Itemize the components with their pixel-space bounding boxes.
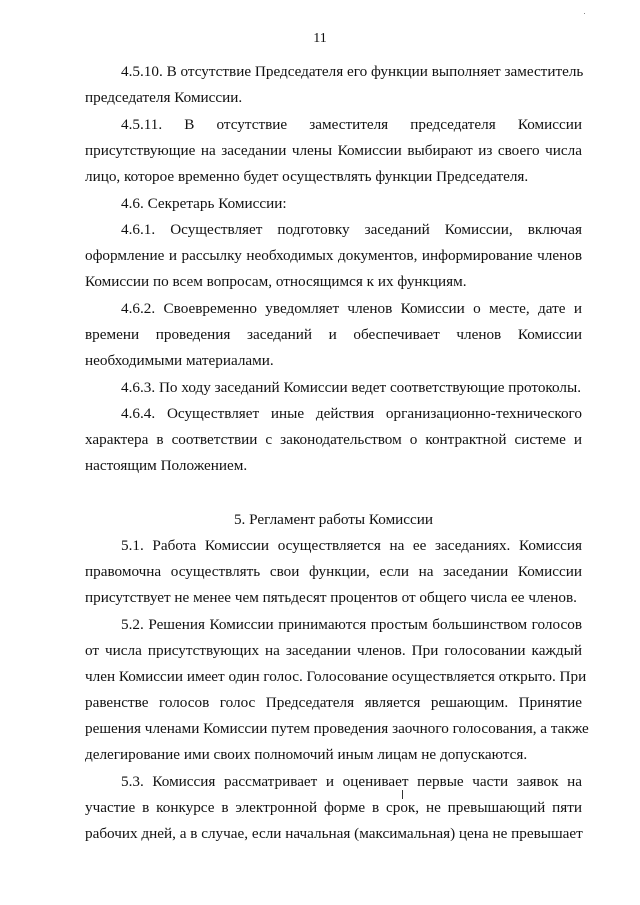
paragraph-5-2-line: член Комиссии имеет один голос. Голосование осуществляется открыто. При: [85, 668, 587, 685]
scan-mark: [402, 790, 403, 799]
section-5-heading: 5. Регламент работы Комиссии: [233, 511, 434, 528]
paragraph-4-5-11-line: присутствующие на заседании члены Комиссии выбирают из своего числа: [85, 142, 582, 159]
paragraph-5-2-line: от числа присутствующих на заседании членов. При голосовании каждый: [85, 642, 582, 659]
paragraph-5-1-line: присутствует не менее чем пятьдесят процентов от общего числа ее членов.: [85, 589, 577, 606]
paragraph-4-6-4-line: настоящим Положением.: [85, 457, 248, 474]
paragraph-4-6-4-line: 4.6.4. Осуществляет иные действия организационно-технического: [121, 405, 582, 422]
paragraph-5-2-line: делегирование ими своих полномочий иным лицам не допускаются.: [85, 746, 528, 763]
paragraph-4-6-1-line: оформление и рассылку необходимых документов, информирование членов: [85, 247, 582, 264]
paragraph-4-6-2-line: необходимыми материалами.: [85, 352, 274, 369]
page-number: 11: [313, 31, 327, 46]
paragraph-4-6-line: 4.6. Секретарь Комиссии:: [121, 195, 287, 212]
paragraph-5-2-line: решения членами Комиссии путем проведения заочного голосования, а также: [85, 720, 589, 737]
paragraph-5-3-line: участие в конкурсе в электронной форме в срок, не превышающий пяти: [85, 799, 582, 816]
paragraph-4-6-2-line: времени проведения заседаний и обеспечивает членов Комиссии: [85, 326, 582, 343]
paragraph-4-6-2-line: 4.6.2. Своевременно уведомляет членов Комиссии о месте, дате и: [121, 300, 582, 317]
paragraph-5-3-line: 5.3. Комиссия рассматривает и оценивает первые части заявок на: [121, 773, 582, 790]
paragraph-4-6-1-line: Комиссии по всем вопросам, относящимся к их функциям.: [85, 273, 467, 290]
paragraph-5-3-line: рабочих дней, а в случае, если начальная (максимальная) цена не превышает: [85, 825, 583, 842]
paragraph-5-2-line: равенстве голосов голос Председателя является решающим. Принятие: [85, 694, 582, 711]
paragraph-4-5-11-line: 4.5.11. В отсутствие заместителя председателя Комиссии: [121, 116, 582, 133]
paragraph-4-6-4-line: характера в соответствии с законодательством о контрактной системе и: [85, 431, 582, 448]
scan-speck: [584, 13, 585, 14]
paragraph-4-5-10-line: председателя Комиссии.: [85, 89, 243, 106]
paragraph-5-1-line: правомочна осуществлять свои функции, если на заседании Комиссии: [85, 563, 582, 580]
paragraph-4-6-1-line: 4.6.1. Осуществляет подготовку заседаний Комиссии, включая: [121, 221, 582, 238]
paragraph-5-1-line: 5.1. Работа Комиссии осуществляется на ее заседаниях. Комиссия: [121, 537, 582, 554]
paragraph-4-5-11-line: лицо, которое временно будет осуществлять функции Председателя.: [85, 168, 529, 185]
paragraph-5-2-line: 5.2. Решения Комиссии принимаются простым большинством голосов: [121, 616, 582, 633]
paragraph-4-5-10-line: 4.5.10. В отсутствие Председателя его функции выполняет заместитель: [121, 63, 584, 80]
paragraph-4-6-3-line: 4.6.3. По ходу заседаний Комиссии ведет соответствующие протоколы.: [121, 379, 582, 396]
